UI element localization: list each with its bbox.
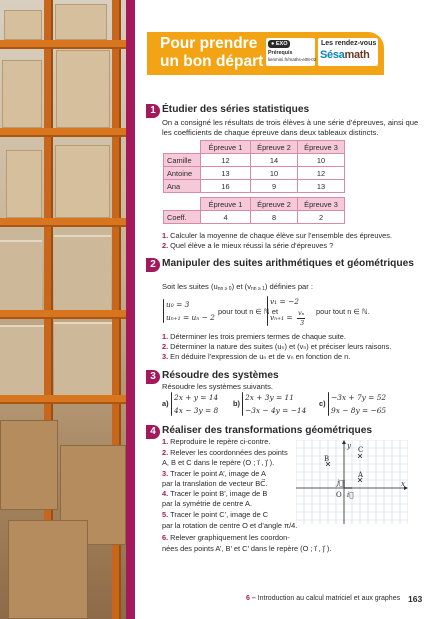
system-label: b) xyxy=(233,399,240,408)
system-label: a) xyxy=(162,399,169,408)
origin-label: O xyxy=(336,491,342,499)
v-equation: v₁ = −2 xyxy=(270,297,299,306)
question: 3. Tracer le point A’, image de A xyxy=(162,469,266,478)
system-equation: −3x − 4y = −14 xyxy=(245,406,307,415)
point-b-label: B xyxy=(324,455,330,463)
question: 1. Reproduire le repère ci-contre. xyxy=(162,437,271,446)
question-cont: par la symétrie de centre A. xyxy=(162,499,252,508)
brace xyxy=(328,392,329,416)
question: 5. Tracer le point C’, image de C xyxy=(162,510,269,519)
question: 2. Déterminer la nature des suites (uₙ) et (vₙ) et préciser leurs raisons. xyxy=(162,342,392,351)
question: 1. Déterminer les trois premiers termes de chaque suite. xyxy=(162,332,346,341)
question: 4. Tracer le point B’, image de B xyxy=(162,489,268,498)
exo-badge: ● EXO xyxy=(268,40,290,48)
brace xyxy=(242,392,243,416)
point-a-label: A xyxy=(358,471,364,479)
question-cont: par la rotation de centre O et d’angle π/4. xyxy=(162,521,298,530)
system-label: c) xyxy=(319,399,326,408)
brace xyxy=(267,296,268,326)
warehouse-photo xyxy=(0,0,135,619)
table-row: Coeff. 4 8 2 xyxy=(164,211,345,224)
system-equation: 4x − 3y = 8 xyxy=(174,406,219,415)
x-axis-label: x xyxy=(401,480,405,488)
exo-link-url[interactable]: lienmini.fr/maths-e08-02 xyxy=(268,57,317,62)
question: 1. Calculer la moyenne de chaque élève sur l’ensemble des épreuves. xyxy=(162,231,393,240)
section-number: 4 xyxy=(146,425,160,439)
u-condition: pour tout n ∈ ℕ et xyxy=(218,307,279,316)
question-cont: nées des points A’, B’ et C’ dans le repère (O ; i⃗ , j⃗ ). xyxy=(162,544,332,553)
section-title: Résoudre des systèmes xyxy=(162,370,279,381)
system-equation: −3x + 7y = 52 xyxy=(331,393,387,402)
j-vector-label: j⃗ xyxy=(337,479,344,487)
question: 2. Quel élève a le mieux réussi la série d’épreuves ? xyxy=(162,241,334,250)
exo-prerequis-label: Prérequis xyxy=(268,50,293,56)
question: 2. Relever les coordonnées des points xyxy=(162,448,288,457)
question-cont: par la translation de vecteur BC⃗. xyxy=(162,479,268,488)
table-row: Antoine 13 10 12 xyxy=(164,167,345,180)
section-intro: Soit les suites $(u_{nn \ge 0})$ et $(v_{nn \ge 1})$ définies par : xyxy=(162,282,314,292)
section-intro: les coefficients de chaque épreuve dans deux tableaux distincts. xyxy=(162,128,379,137)
u-equation: uₙ₊₁ = uₙ − 2 xyxy=(166,313,215,322)
system-equation: 9x − 8y = −65 xyxy=(331,406,387,415)
y-axis-label: y xyxy=(347,442,351,450)
page-title: Pour prendre un bon départ xyxy=(160,35,264,70)
coordinate-grid xyxy=(296,440,408,524)
section-intro: Résoudre les systèmes suivants. xyxy=(162,382,273,391)
section-title: Manipuler des suites arithmétiques et géométriques xyxy=(162,258,414,269)
scores-table: Épreuve 1 Épreuve 2 Épreuve 3 Camille 12 14 10 Antoine 13 10 12 Ana 16 9 13 xyxy=(163,140,345,193)
section-number: 3 xyxy=(146,370,160,384)
v-fraction-denominator: 3 xyxy=(300,319,305,327)
point-c-label: C xyxy=(358,446,364,454)
system-equation: 2x + y = 14 xyxy=(174,393,219,402)
u-equation: u₀ = 3 xyxy=(166,300,190,309)
section-intro: On a consigné les résultats de trois élèves à une série d’épreuves, ainsi que xyxy=(162,118,419,127)
coefficients-table: Épreuve 1 Épreuve 2 Épreuve 3 Coeff. 4 8 2 xyxy=(163,197,345,224)
v-equation: vₙ₊₁ = xyxy=(270,313,293,322)
footer-chapter: 6 – Introduction au calcul matriciel et aux graphes xyxy=(246,595,401,602)
table-row: Camille 12 14 10 xyxy=(164,154,345,167)
sesamath-logo: Sésamath xyxy=(320,49,370,61)
brace xyxy=(171,392,172,416)
i-vector-label: i⃗ xyxy=(347,491,354,499)
page-number: 163 xyxy=(408,594,423,604)
v-condition: pour tout n ∈ ℕ. xyxy=(316,307,370,316)
rendezvous-label: Les rendez-vous xyxy=(321,40,377,47)
v-fraction-numerator: vₙ xyxy=(298,309,305,317)
question-cont: A, B et C dans le repère (O ; i⃗ , j⃗ ). xyxy=(162,458,275,467)
question: 3. En déduire l’expression de uₙ et de vₙ en fonction de n. xyxy=(162,352,351,361)
question: 6. Relever graphiquement les coordon- xyxy=(162,533,290,542)
system-equation: 2x + 3y = 11 xyxy=(245,393,294,402)
section-number: 2 xyxy=(146,258,160,272)
table-row: Ana 16 9 13 xyxy=(164,180,345,193)
brace xyxy=(163,299,164,323)
section-title: Étudier des séries statistiques xyxy=(162,104,310,115)
page-edge-band xyxy=(126,0,135,619)
section-title: Réaliser des transformations géométriques xyxy=(162,425,373,436)
section-number: 1 xyxy=(146,104,160,118)
